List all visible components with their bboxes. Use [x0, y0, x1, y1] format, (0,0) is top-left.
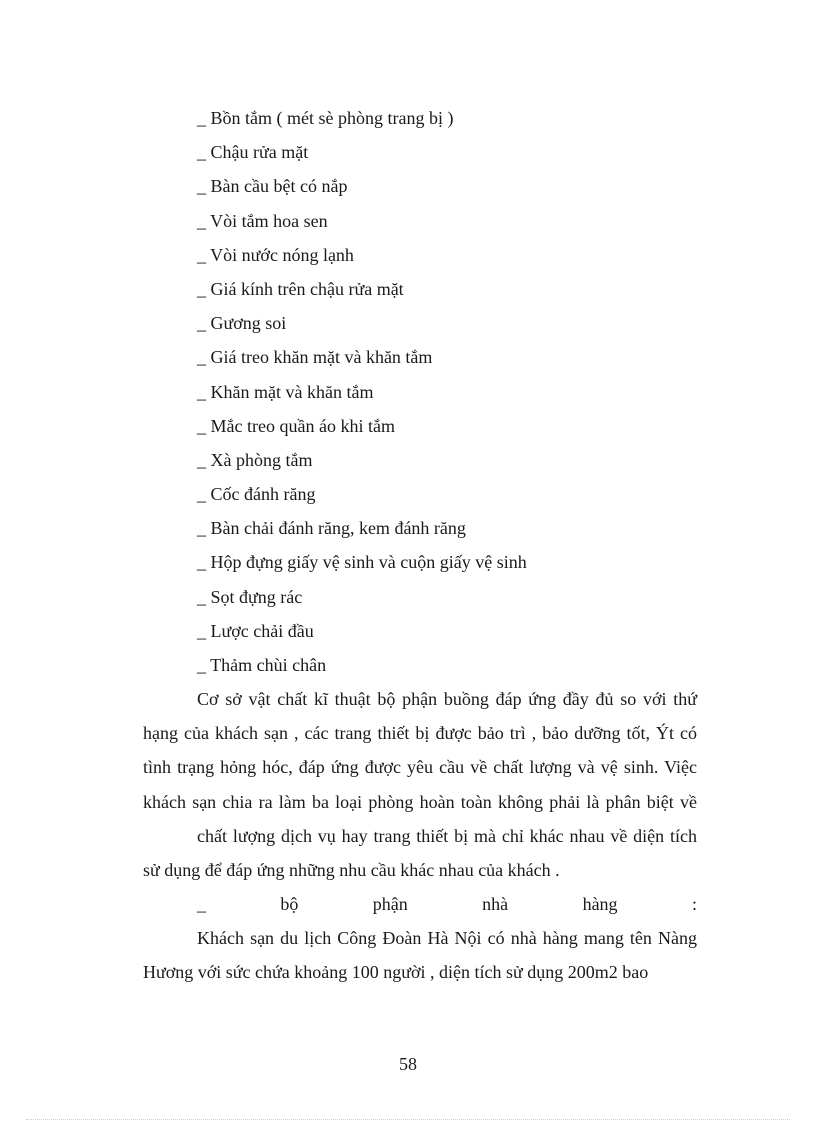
- list-item: _ Vòi nước nóng lạnh: [197, 244, 354, 265]
- list-item: _ Bàn chải đánh răng, kem đánh răng: [197, 518, 466, 539]
- paragraph-facilities: [143, 682, 697, 887]
- list-item: _ Gương soi: [197, 313, 287, 334]
- section-heading-restaurant: [143, 887, 697, 921]
- paragraph-restaurant: [143, 921, 697, 989]
- list-item: _ Bàn cầu bệt có nắp: [197, 176, 348, 197]
- paragraph-line: Cơ sở vật chất kĩ thuật bộ phận buồng đáp ứng đầy đủ so với thứ: [197, 689, 697, 709]
- heading-word: bộ: [280, 894, 299, 914]
- list-item: _ Lược chải đầu: [197, 620, 314, 641]
- heading-word: nhà: [482, 894, 509, 914]
- heading-colon: :: [691, 894, 697, 914]
- list-item: _ Khăn mặt và khăn tắm: [197, 381, 374, 402]
- heading-dash: _: [197, 894, 206, 914]
- list-item: _ Mắc treo quần áo khi tắm: [197, 415, 395, 436]
- paragraph-line: khách sạn chia ra làm ba loại phòng hoàn toàn không phải là phân biệt về: [143, 791, 697, 812]
- paragraph-line: Khách sạn du lịch Công Đoàn Hà Nội có nhà hàng mang tên Nàng: [197, 928, 697, 948]
- list-item: _ Thảm chùi chân: [197, 655, 327, 675]
- list-item: _ Hộp đựng giấy vệ sinh và cuộn giấy vệ sinh: [197, 552, 527, 573]
- list-item: _ Bồn tắm ( mét sè phòng trang bị ): [197, 108, 454, 128]
- paragraph-line: sử dụng để đáp ứng những nhu cầu khác nhau của khách .: [143, 859, 560, 880]
- page-number: 58: [399, 1054, 417, 1074]
- list-item: _ Giá kính trên chậu rửa mặt: [197, 278, 404, 299]
- heading-word: hàng: [582, 894, 618, 914]
- list-item: _ Giá treo khăn mặt và khăn tắm: [197, 347, 433, 368]
- bathroom-equipment-list: [197, 101, 527, 682]
- list-item: _ Vòi tắm hoa sen: [197, 210, 328, 231]
- paragraph-line: hạng của khách sạn , các trang thiết bị được bảo trì , bảo dưỡng tốt, Ýt có: [143, 723, 697, 744]
- list-item: _ Sọt đựng rác: [197, 586, 303, 607]
- list-item: _ Cốc đánh răng: [197, 484, 316, 505]
- list-item: _ Xà phòng tắm: [197, 449, 313, 470]
- paragraph-line: Hương với sức chứa khoảng 100 người , diện tích sử dụng 200m2 bao: [143, 962, 649, 983]
- paragraph-line: tình trạng hỏng hóc, đáp ứng được yêu cầu về chất lượng và vệ sinh. Việc: [143, 757, 697, 778]
- paragraph-line: chất lượng dịch vụ hay trang thiết bị mà chỉ khác nhau về diện tích: [197, 825, 697, 846]
- list-item: _ Chậu rửa mặt: [197, 142, 309, 163]
- footer-divider: [26, 1119, 790, 1120]
- heading-word: phận: [372, 894, 408, 914]
